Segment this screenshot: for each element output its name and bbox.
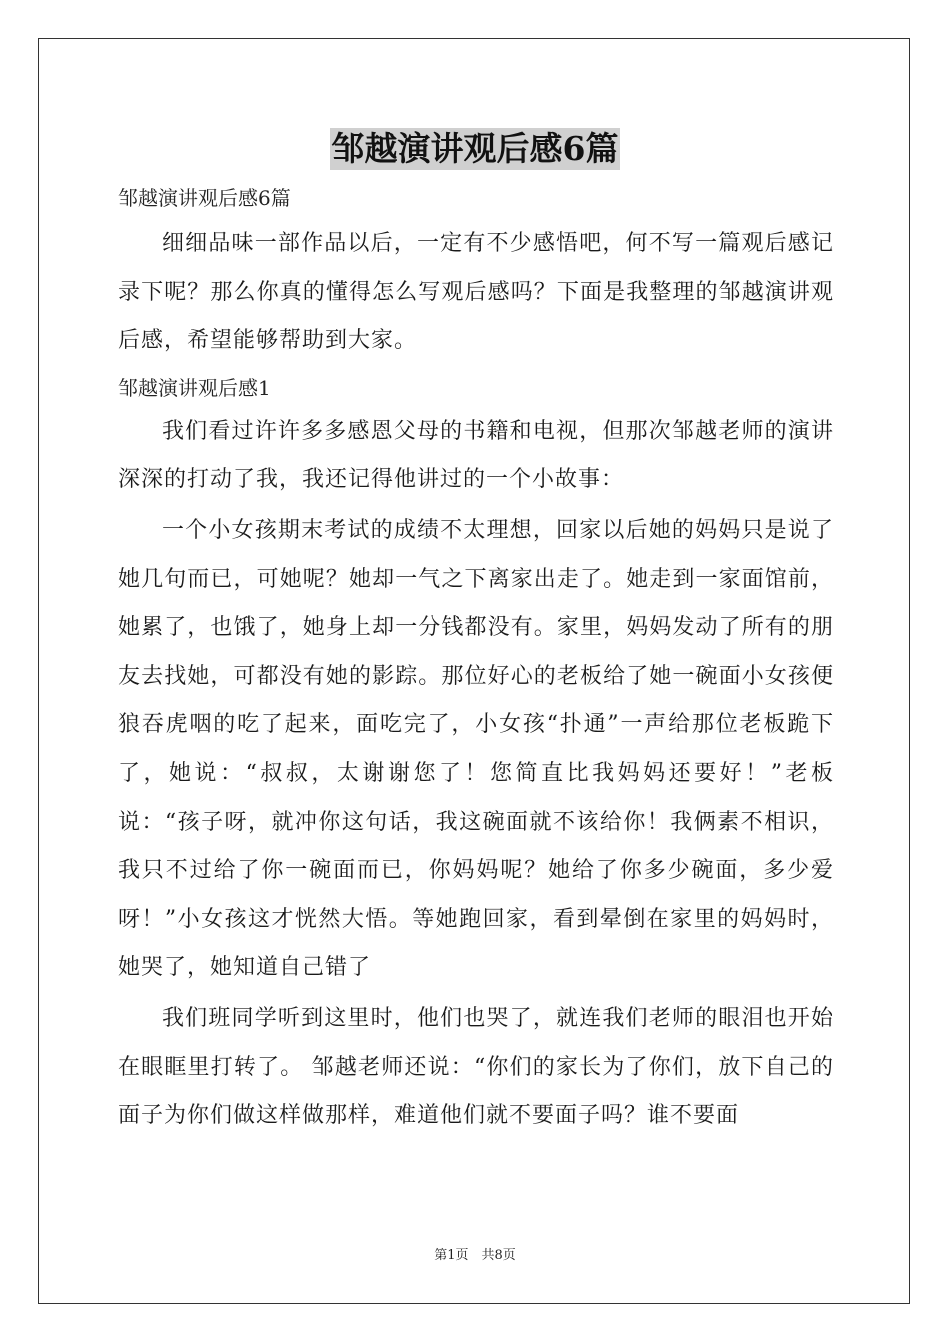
intro-paragraph: 细细品味一部作品以后，一定有不少感悟吧，何不写一篇观后感记录下呢？那么你真的懂得怎么写观后感吗？下面是我整理的邹越演讲观后感，希望能够帮助到大家。	[118, 231, 834, 354]
document-title: 邹越演讲观后感6篇	[331, 129, 619, 168]
title-container	[0, 128, 950, 170]
paragraph-1: 我们看过许许多多感恩父母的书籍和电视，但那次邹越老师的演讲深深的打动了我，我还记得他讲过的一个小故事：	[118, 418, 834, 493]
document-body	[118, 178, 834, 1143]
section-heading: 邹越演讲观后感1	[118, 375, 271, 400]
subtitle: 邹越演讲观后感6篇	[118, 186, 291, 210]
page-footer: 第1页 共8页	[434, 1248, 516, 1263]
paragraph-2: 一个小女孩期末考试的成绩不太理想，回家以后她的妈妈只是说了她几句而已，可她呢？她却一气之下离家出走了。她走到一家面馆前，她累了，也饿了，她身上却一分钱都没有。家里，妈妈发动了所有的朋友去找她，可都没有她的影踪。那位好心的老板给了她一碗面小女孩便狼吞虎咽的吃了起来，面吃完了，小女孩“扑通”一声给那位老板跪下了，她说：“叔叔，太谢谢您了！您简直比我妈妈还要好！”老板说：“孩子呀，就冲你这句话，我这碗面就不该给你！我俩素不相识，我只不过给了你一碗面而已，你妈妈呢？她给了你多少碗面，多少爱呀！”小女孩这才恍然大悟。等她跑回家，看到晕倒在家里的妈妈时，她哭了，她知道自己错了	[118, 517, 834, 981]
paragraph-3: 我们班同学听到这里时，他们也哭了，就连我们老师的眼泪也开始在眼眶里打转了。 邹越老师还说：“你们的家长为了你们，放下自己的面子为你们做这样做那样，难道他们就不要面子吗？谁不要面	[118, 1005, 834, 1129]
